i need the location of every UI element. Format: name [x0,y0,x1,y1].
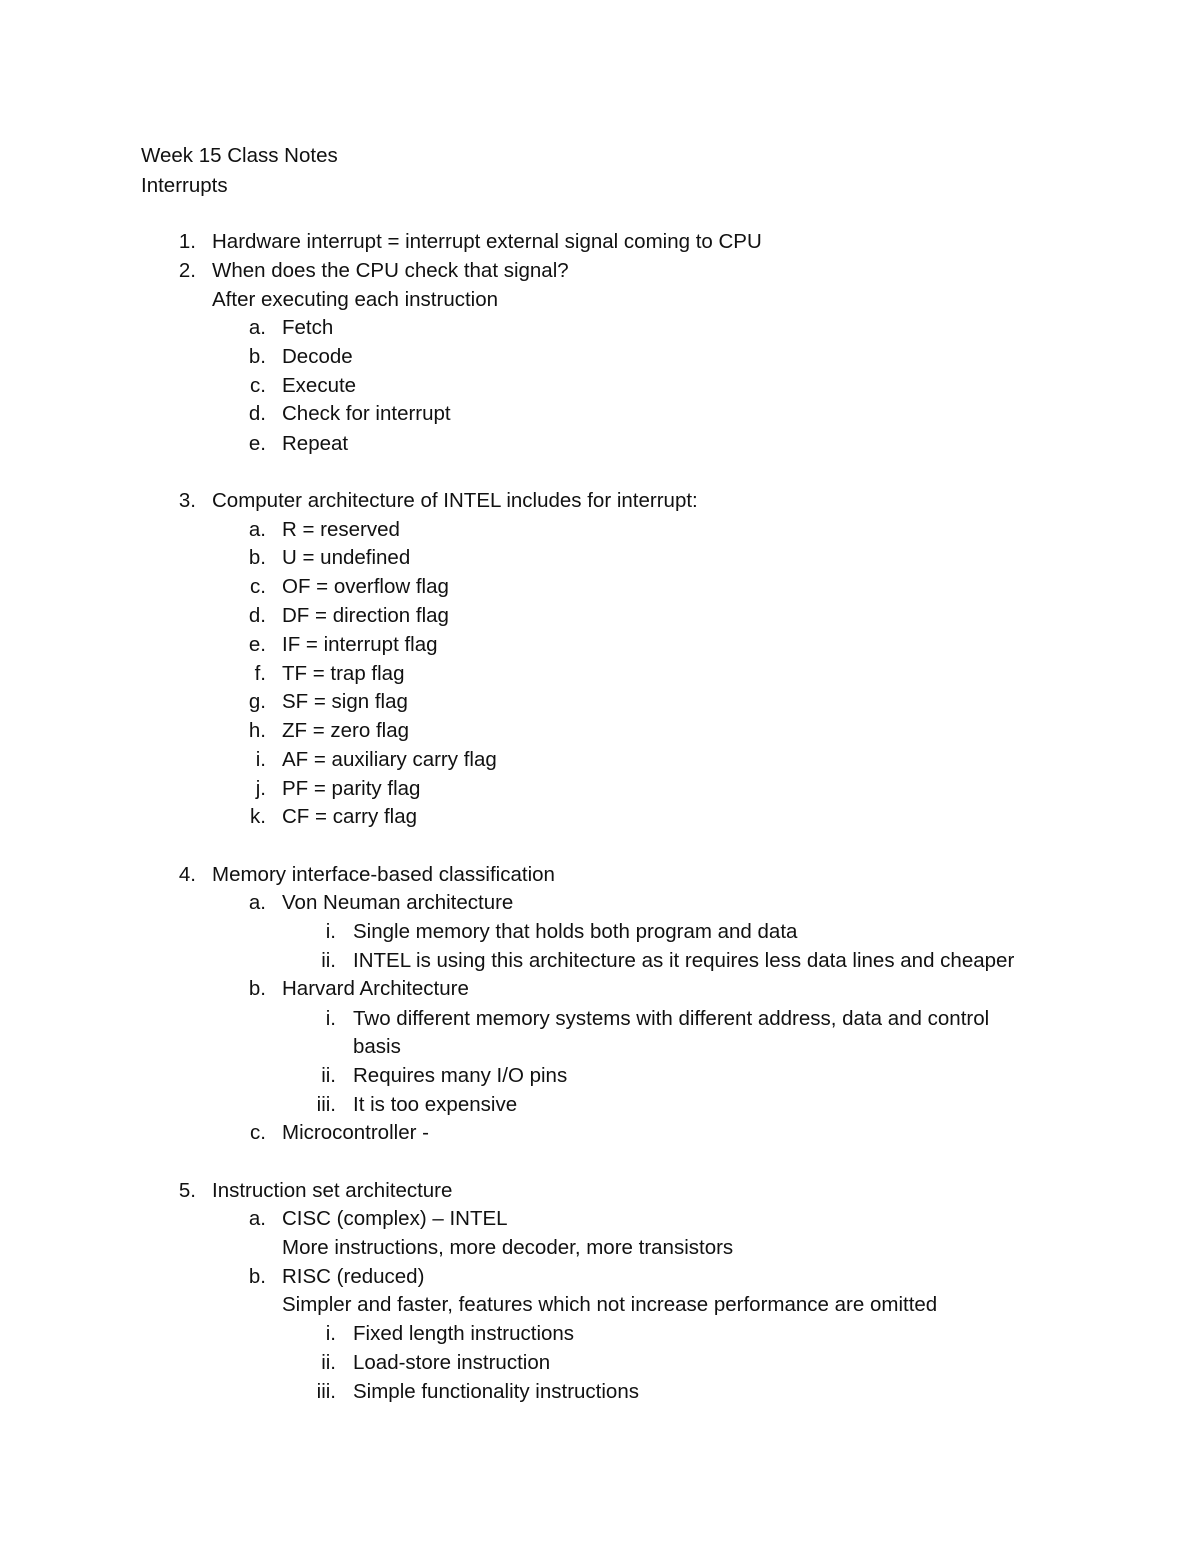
list-marker: c. [250,1121,266,1144]
list-marker: j. [255,777,266,800]
list-marker: k. [250,805,266,828]
list-item-continuation: More instructions, more decoder, more transistors [282,1236,734,1259]
list-item: Computer architecture of INTEL includes for interrupt: [212,489,698,512]
list-marker: b. [248,1265,266,1288]
list-marker: a. [248,1207,266,1230]
list-marker: i. [255,748,266,771]
list-item: AF = auxiliary carry flag [282,748,497,771]
list-marker: b. [248,546,266,569]
list-item: ZF = zero flag [282,719,410,742]
list-marker: a. [248,316,266,339]
list-item: Repeat [282,432,349,455]
list-item: Execute [282,374,357,397]
list-marker: b. [248,345,266,368]
list-marker: c. [250,374,266,397]
list-marker: e. [248,432,266,455]
list-item: Fetch [282,316,334,339]
list-marker: e. [248,633,266,656]
list-marker: b. [248,977,266,1000]
list-marker: i. [325,920,336,943]
list-item: It is too expensive [353,1093,518,1116]
list-marker: i. [325,1322,336,1345]
list-marker: f. [254,662,266,685]
list-item: When does the CPU check that signal? [212,259,569,282]
list-marker: iii. [316,1093,336,1116]
list-marker: 3. [178,489,196,512]
list-marker: i. [325,1007,336,1030]
list-item: IF = interrupt flag [282,633,438,656]
list-item: SF = sign flag [282,690,408,713]
list-item-continuation: Simpler and faster, features which not increase performance are omitted [282,1293,938,1316]
list-item: CF = carry flag [282,805,417,828]
list-item: CISC (complex) – INTEL [282,1207,508,1230]
list-item: TF = trap flag [282,662,405,685]
list-item: Single memory that holds both program and data [353,920,798,943]
list-marker: 1. [178,230,196,253]
list-item: INTEL is using this architecture as it requires less data lines and cheaper [353,949,1015,972]
list-marker: 4. [178,863,196,886]
list-marker: a. [248,891,266,914]
list-marker: d. [248,604,266,627]
list-item: Check for interrupt [282,402,451,425]
list-item: Harvard Architecture [282,977,469,1000]
list-item: Von Neuman architecture [282,891,514,914]
list-item: Two different memory systems with different address, data and control [353,1007,990,1030]
list-item: Microcontroller - [282,1121,429,1144]
list-item: Load-store instruction [353,1351,551,1374]
list-marker: ii. [321,1351,336,1374]
list-marker: c. [250,575,266,598]
list-marker: 2. [178,259,196,282]
list-item: Hardware interrupt = interrupt external signal coming to CPU [212,230,762,253]
list-item: Simple functionality instructions [353,1380,639,1403]
list-item: Decode [282,345,353,368]
list-item: R = reserved [282,518,400,541]
list-item: U = undefined [282,546,411,569]
list-item-continuation: After executing each instruction [212,288,499,311]
document-title: Week 15 Class Notes [141,144,338,167]
list-marker: d. [248,402,266,425]
list-item: PF = parity flag [282,777,421,800]
list-item-continuation: basis [353,1035,401,1058]
list-item: OF = overflow flag [282,575,449,598]
list-item: Requires many I/O pins [353,1064,568,1087]
list-item: Fixed length instructions [353,1322,575,1345]
list-marker: a. [248,518,266,541]
document-subtitle: Interrupts [141,174,228,197]
list-marker: 5. [178,1179,196,1202]
list-marker: ii. [321,1064,336,1087]
list-item: Memory interface-based classification [212,863,555,886]
list-item: Instruction set architecture [212,1179,453,1202]
list-marker: ii. [321,949,336,972]
list-item: RISC (reduced) [282,1265,425,1288]
list-item: DF = direction flag [282,604,449,627]
list-marker: h. [248,719,266,742]
list-marker: iii. [316,1380,336,1403]
list-marker: g. [248,690,266,713]
